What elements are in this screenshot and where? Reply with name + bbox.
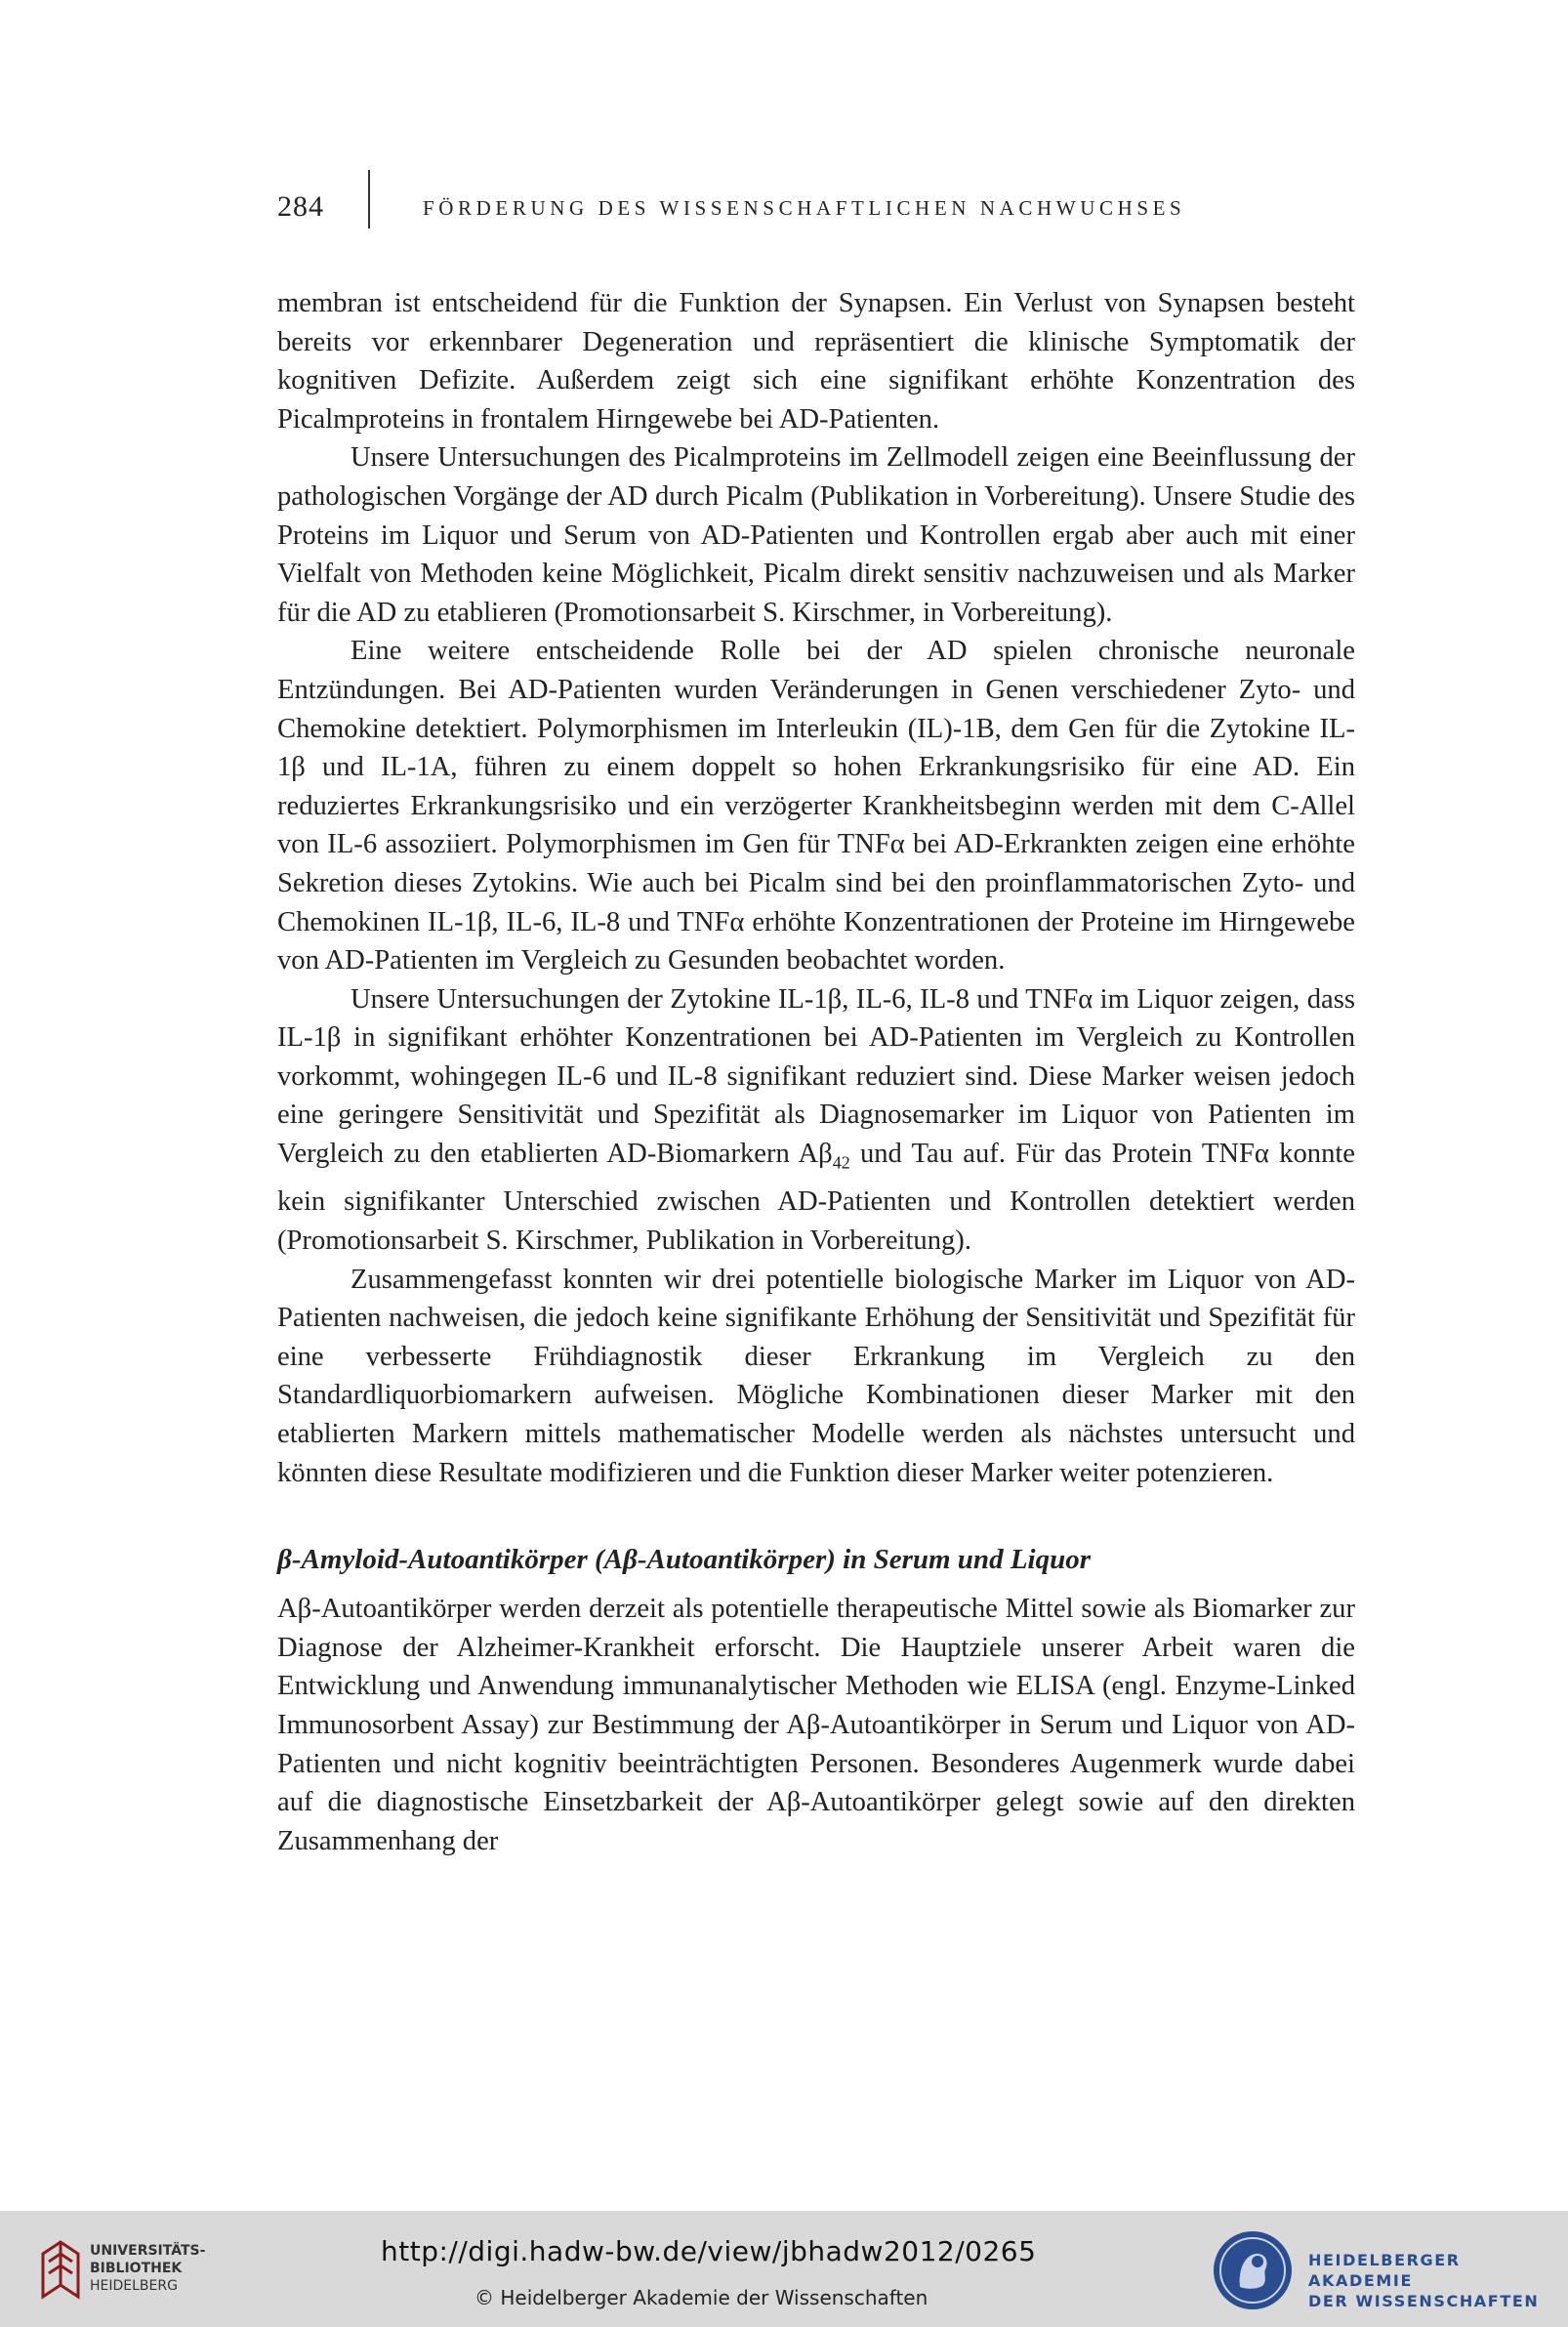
footer-bar — [0, 2211, 1568, 2327]
ub-heidelberg-logo[interactable] — [39, 2232, 206, 2310]
ub-logo-line-1: UNIVERSITÄTS- — [90, 2243, 206, 2259]
paragraph-6: Aβ-Autoantikörper werden derzeit als potentielle therapeutische Mittel sowie als Biomarker zur Diagnose der Alzheimer-Krankheit erforscht. Die Hauptziele unserer Arbeit waren die Entwicklung und Anwendung immunanalytischer Methoden wie ELISA (engl. Enzyme-Linked Immunosorbent Assay) zur Bestimmung der Aβ-Autoantikörper in Serum und Liquor von AD-Patienten und nicht kognitiv beeinträchtigten Personen. Besonderes Augenmerk wurde dabei auf die diagnostische Einsetzbarkeit der Aβ-Autoantikörper gelegt sowie auf den direkten Zusammenhang der — [277, 1594, 1355, 1856]
hadw-line-1: HEIDELBERGER AKADEMIE — [1308, 2251, 1461, 2290]
header-divider — [368, 170, 370, 229]
ub-logo-line-3: HEIDELBERG — [90, 2278, 178, 2294]
source-url-link[interactable]: http://digi.hadw-bw.de/view/jbhadw2012/0265 — [381, 2235, 1037, 2267]
paragraph-4-text-b: und Tau auf. Für das Protein TNFα konnte kein signifikanter Unterschied zwischen AD-Patienten und Kontrollen detektiert werden (Promotionsarbeit S. Kirschmer, Publikation in Vorbereitung). — [277, 1139, 1355, 1256]
paragraph-4 — [277, 980, 1355, 1261]
ub-logo-line-2: BIBLIOTHEK — [90, 2261, 183, 2276]
paragraph-2: Unsere Untersuchungen des Picalmproteins im Zellmodell zeigen eine Beeinflussung der pathologischen Vorgänge der AD durch Picalm (Publikation in Vorbereitung). Unsere Studie des Proteins im Liquor und Serum von AD-Patienten und Kontrollen ergab aber auch mit einer Vielfalt von Methoden keine Möglichkeit, Picalm direkt sensitiv nachzuweisen und als Marker für die AD zu etablieren (Promotionsarbeit S. Kirschmer, in Vorbereitung). — [277, 442, 1355, 628]
paragraph-3: Eine weitere entscheidende Rolle bei der AD spielen chronische neuronale Entzündungen. Bei AD-Patienten wurden Veränderungen in Genen verschiedener Zyto- und Chemokine detektiert. Polymorphismen im Interleukin (IL)-1B, dem Gen für die Zytokine IL-1β und IL-1A, führen zu einem doppelt so hohen Erkrankungsrisiko für eine AD. Ein reduziertes Erkrankungsrisiko und ein verzögerter Krankheitsbeginn werden mit dem C-Allel von IL-6 assoziiert. Polymorphismen im Gen für TNFα bei AD-Erkrankten zeigen eine erhöhte Sekretion dieses Zytokins. Wie auch bei Picalm sind bei den proinflammatorischen Zyto- und Chemokinen IL-1β, IL-6, IL-8 und TNFα erhöhte Konzentrationen der Proteine im Hirngewebe von AD-Patienten im Vergleich zu Gesunden beobachtet worden. — [277, 636, 1355, 977]
paragraph-1: membran ist entscheidend für die Funktion der Synapsen. Ein Verlust von Synapsen besteht bereits vor erkennbarer Degeneration und repräsentiert die klinische Symptomatik der kognitiven Defizite. Außerdem zeigt sich eine signifikant erhöhte Konzentration des Picalmproteins in frontalem Hirngewebe bei AD-Patienten. — [277, 288, 1355, 435]
page-header — [277, 187, 1351, 234]
academy-seal-icon — [1211, 2228, 1295, 2312]
hadw-logo-text — [1308, 2250, 1543, 2311]
ub-book-icon — [39, 2238, 82, 2303]
section-heading: β-Amyloid-Autoantikörper (Aβ-Autoantikörper) in Serum und Liquor — [277, 1544, 1091, 1576]
paragraph-4-text-a: Unsere Untersuchungen der Zytokine IL-1β, IL-6, IL-8 und TNFα im Liquor zeigen, dass IL-1β in signifikant erhöhter Konzentrationen bei AD-Patienten im Vergleich zu Kontrollen vorkommt, wohingegen IL-6 und IL-8 signifikant reduziert sind. Diese Marker weisen jedoch eine geringere Sensitivität und Spezifität als Diagnosemarker im Liquor von Patienten im Vergleich zu den etablierten AD-Biomarkern Aβ — [277, 983, 1355, 1170]
ub-logo-text — [90, 2242, 205, 2295]
main-text — [277, 284, 1355, 1860]
copyright-notice: © Heidelberger Akademie der Wissenschaften — [475, 2286, 928, 2309]
hadw-logo[interactable] — [1211, 2228, 1543, 2316]
subscript-42: 42 — [832, 1152, 850, 1173]
running-title: FÖRDERUNG DES WISSENSCHAFTLICHEN NACHWUCHSES — [423, 196, 1186, 220]
paragraph-5: Zusammengefasst konnten wir drei potentielle biologische Marker im Liquor von AD-Patienten nachweisen, die jedoch keine signifikante Erhöhung der Sensitivität und Spezifität für eine verbesserte Frühdiagnostik dieser Erkrankung im Vergleich zu den Standardliquorbiomarkern aufweisen. Mögliche Kombinationen dieser Marker mit den etablierten Markern mittels mathematischer Modelle werden als nächstes untersucht und könnten diese Resultate modifizieren und die Funktion dieser Marker weiter potenzieren. — [277, 1264, 1355, 1488]
hadw-line-2: DER WISSENSCHAFTEN — [1308, 2292, 1540, 2310]
page-number: 284 — [277, 190, 324, 223]
